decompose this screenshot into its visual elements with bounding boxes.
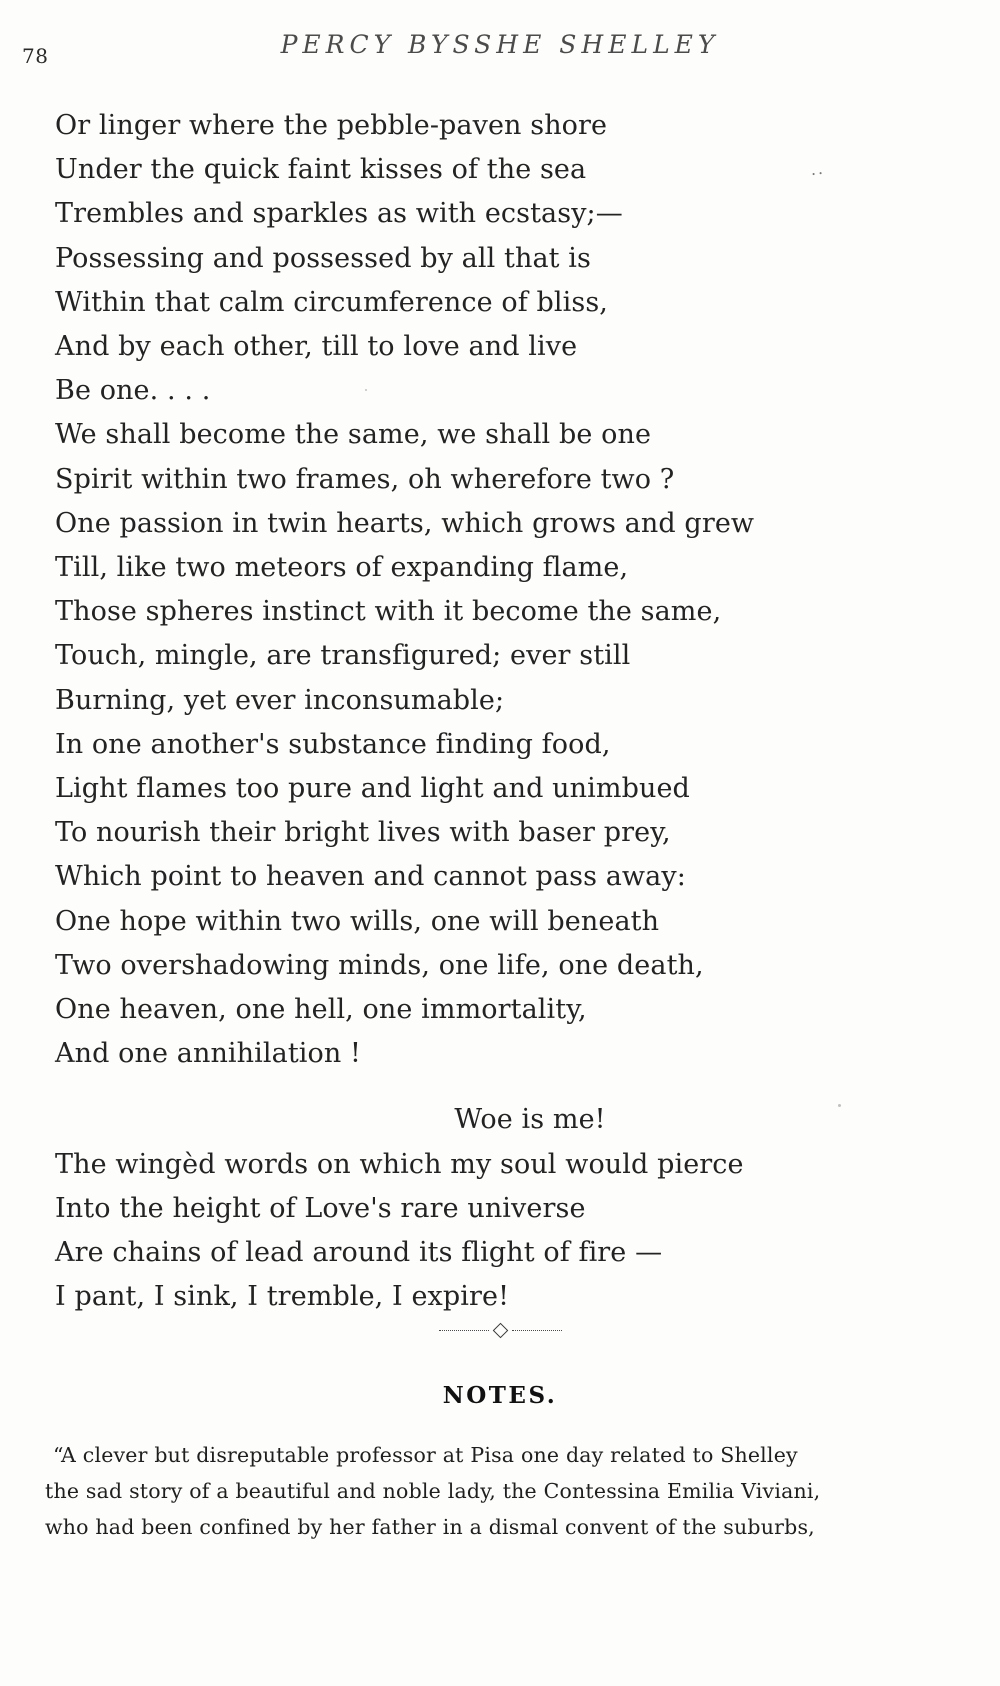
poem-line-exclamation: Woe is me! <box>454 1104 606 1136</box>
poem-line: In one another's substance finding food, <box>55 728 611 760</box>
poem-line: Light flames too pure and light and unimbued <box>55 773 690 805</box>
poem-line: One hope within two wills, one will beneath <box>55 905 660 937</box>
poem-line: Into the height of Love's rare universe <box>55 1192 586 1224</box>
poem-body <box>55 104 945 1319</box>
poem-line: Spirit within two frames, oh wherefore two ? <box>55 463 675 495</box>
poem-line: And by each other, till to love and live <box>55 331 578 363</box>
poem-line: Under the quick faint kisses of the sea <box>55 154 587 186</box>
poem-line: Or linger where the pebble-paven shore <box>55 110 608 141</box>
page-number: 78 <box>22 44 49 68</box>
poem-line: I pant, I sink, I tremble, I expire! <box>55 1281 510 1313</box>
poem-line: And one annihilation ! <box>55 1038 361 1070</box>
page-header <box>0 30 1000 74</box>
poem-line: Which point to heaven and cannot pass away: <box>55 861 686 893</box>
notes-body <box>45 1437 955 1545</box>
poem-line: Be one. . . . <box>55 375 211 407</box>
divider-rule-left <box>439 1330 489 1331</box>
poem-line: Within that calm circumference of bliss, <box>55 286 608 318</box>
divider-rule-right <box>512 1330 562 1331</box>
notes-line: who had been confined by her father in a dismal convent of the suburbs, <box>45 1515 815 1539</box>
poem-line: To nourish their bright lives with baser prey, <box>55 817 671 849</box>
poem-line: Those spheres instinct with it become the same, <box>55 596 722 628</box>
poem-line: Possessing and possessed by all that is <box>55 242 591 274</box>
poem-line: Burning, yet ever inconsumable; <box>55 684 505 716</box>
page-speck <box>838 1104 841 1107</box>
poem-line: Touch, mingle, are transfigured; ever still <box>55 640 631 672</box>
poem-line: Two overshadowing minds, one life, one death, <box>55 949 704 981</box>
page-speck <box>365 389 367 391</box>
notes-line: “A clever but disreputable professor at Pisa one day related to Shelley <box>53 1443 798 1467</box>
poem-line: One passion in twin hearts, which grows and grew <box>55 507 755 539</box>
margin-mark-icon: ·· <box>809 163 827 184</box>
poem-line: Till, like two meteors of expanding flame, <box>55 552 629 584</box>
poem-line: The wingèd words on which my soul would pierce <box>55 1148 744 1180</box>
divider-lozenge-icon <box>492 1323 508 1339</box>
poem-line: One heaven, one hell, one immortality, <box>55 994 587 1026</box>
notes-line: the sad story of a beautiful and noble lady, the Contessina Emilia Viviani, <box>45 1479 821 1503</box>
running-head: PERCY BYSSHE SHELLEY <box>280 30 720 59</box>
poem-line: Are chains of lead around its flight of fire — <box>55 1237 663 1269</box>
poem-line: Trembles and sparkles as with ecstasy;— <box>55 198 623 230</box>
section-divider-ornament <box>0 1325 1000 1336</box>
notes-heading: NOTES. <box>442 1382 558 1409</box>
poem-line: We shall become the same, we shall be one <box>55 419 652 451</box>
